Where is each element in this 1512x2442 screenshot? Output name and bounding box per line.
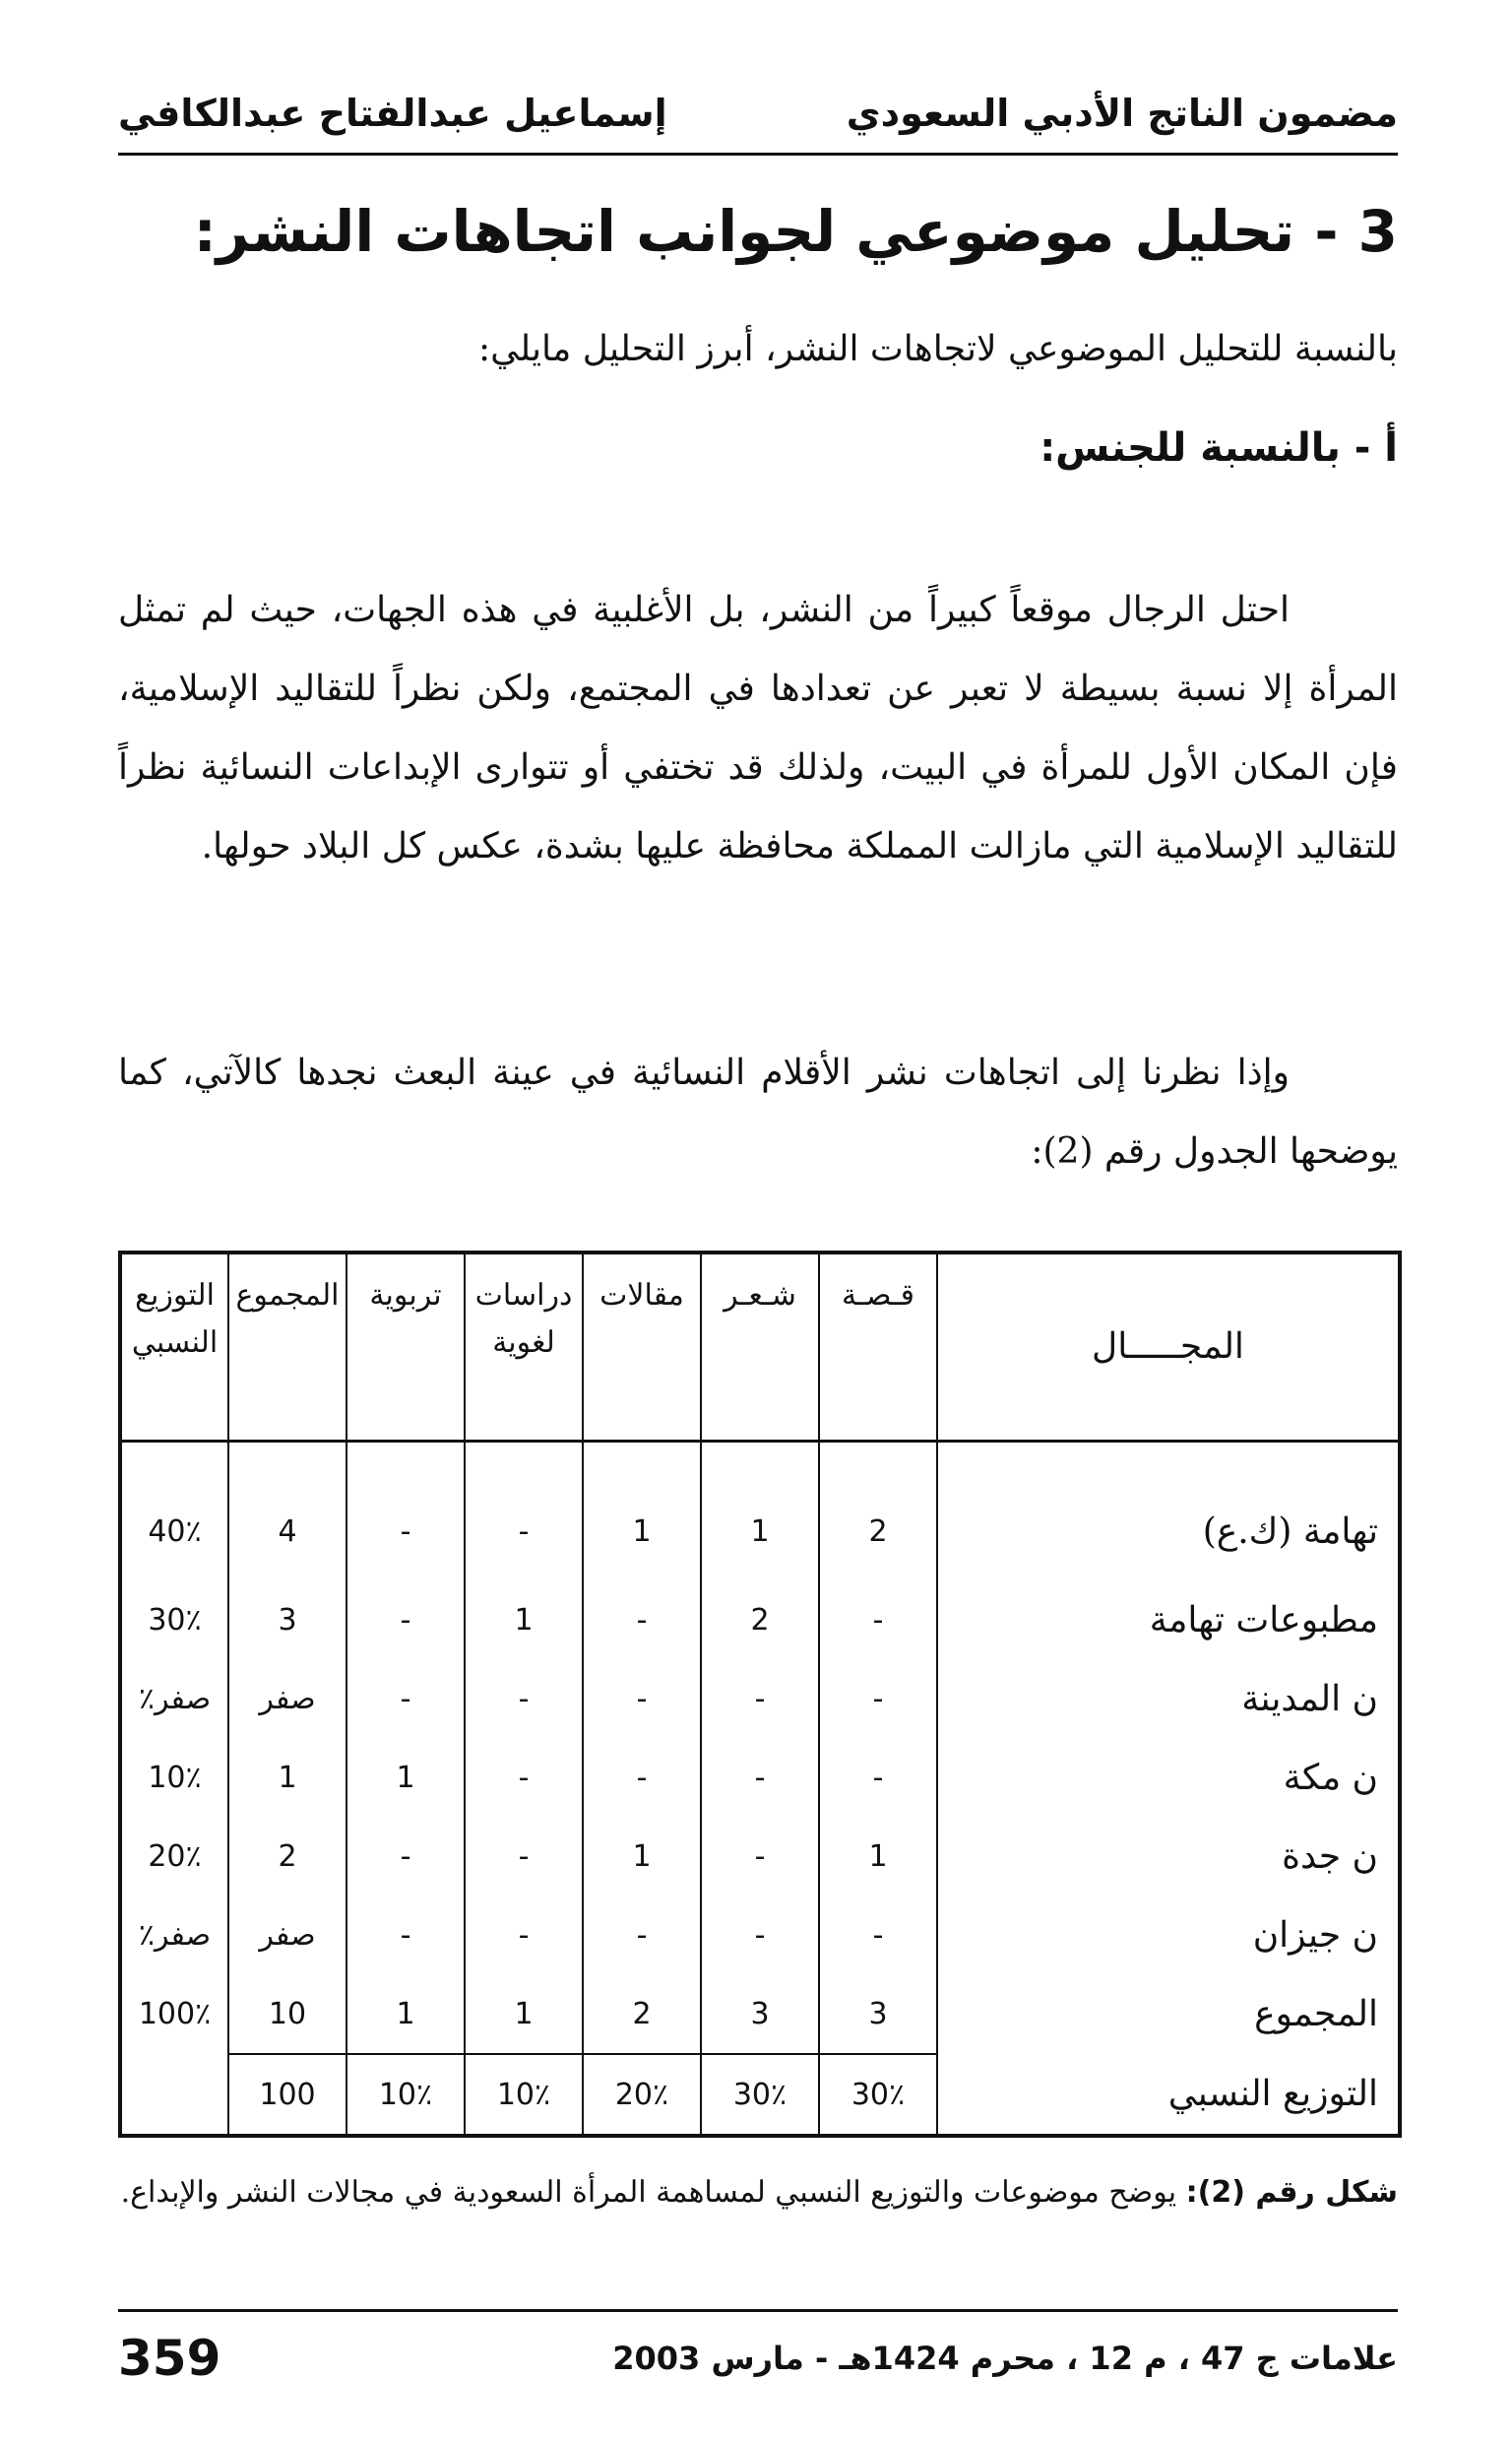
table-row (120, 1817, 1400, 1896)
cell-poetry: 30٪ (701, 2054, 819, 2136)
cell-total: 10 (228, 1974, 346, 2054)
running-header (118, 79, 1398, 148)
cell-total: صفر (228, 1659, 346, 1738)
cell-poetry: - (701, 1896, 819, 1974)
cell-educational: - (346, 1896, 465, 1974)
section-intro: بالنسبة للتحليل الموضوعي لاتجاهات النشر، أبرز التحليل مايلي: (477, 329, 1398, 369)
cell-story: - (819, 1580, 937, 1659)
sub-heading: أ - بالنسبة للجنس: (1040, 425, 1398, 471)
row-label: مطبوعات تهامة (937, 1580, 1400, 1659)
row-label: المجموع (937, 1974, 1400, 2054)
row-label: ن جدة (937, 1817, 1400, 1896)
row-label: التوزيع النسبي (937, 2054, 1400, 2136)
cell-total: 100 (228, 2054, 346, 2136)
table-row-total (120, 1974, 1400, 2054)
page (118, 59, 1398, 2403)
caption-label: شكل رقم (2): (1185, 2175, 1398, 2210)
cell-educational: 1 (346, 1738, 465, 1817)
cell-educational: 10٪ (346, 2054, 465, 2136)
column-header-linguistic: دراسات لغوية (465, 1253, 583, 1442)
cell-total: 2 (228, 1817, 346, 1896)
cell-distribution: 100٪ (120, 1974, 228, 2054)
cell-story: 2 (819, 1442, 937, 1581)
cell-distribution (120, 2054, 228, 2136)
cell-distribution: 20٪ (120, 1817, 228, 1896)
table-header-row (120, 1253, 1400, 1442)
cell-distribution: 30٪ (120, 1580, 228, 1659)
cell-articles: - (583, 1738, 701, 1817)
running-header-title: مضمون الناتج الأدبي السعودي (846, 92, 1398, 135)
cell-poetry: 1 (701, 1442, 819, 1581)
table-row (120, 1896, 1400, 1974)
caption-text: يوضح موضوعات والتوزيع النسبي لمساهمة المرأة السعودية في مجالات النشر والإبداع. (120, 2175, 1186, 2210)
footer-divider (118, 2309, 1398, 2312)
column-header-educational: تربوية (346, 1253, 465, 1442)
cell-poetry: - (701, 1659, 819, 1738)
cell-distribution: 10٪ (120, 1738, 228, 1817)
cell-poetry: 3 (701, 1974, 819, 2054)
table-row (120, 1738, 1400, 1817)
cell-distribution: صفر٪ (120, 1896, 228, 1974)
column-header-total: المجموع (228, 1253, 346, 1442)
page-footer (118, 2324, 1398, 2393)
cell-articles: 20٪ (583, 2054, 701, 2136)
cell-distribution: صفر٪ (120, 1659, 228, 1738)
cell-total: 3 (228, 1580, 346, 1659)
column-header-distribution: التوزيع النسبي (120, 1253, 228, 1442)
cell-linguistic: 10٪ (465, 2054, 583, 2136)
column-header-articles: مقالات (583, 1253, 701, 1442)
cell-linguistic: - (465, 1659, 583, 1738)
cell-educational: - (346, 1659, 465, 1738)
row-label: ن مكة (937, 1738, 1400, 1817)
column-header-story: قـصـة (819, 1253, 937, 1442)
table-row-distribution (120, 2054, 1400, 2136)
cell-story: 1 (819, 1817, 937, 1896)
cell-educational: - (346, 1580, 465, 1659)
cell-story: - (819, 1659, 937, 1738)
cell-linguistic: - (465, 1442, 583, 1581)
cell-articles: - (583, 1659, 701, 1738)
cell-articles: 2 (583, 1974, 701, 2054)
cell-total: 1 (228, 1738, 346, 1817)
cell-linguistic: - (465, 1896, 583, 1974)
running-header-author: إسماعيل عبدالفتاح عبدالكافي (118, 92, 667, 135)
table-row (120, 1580, 1400, 1659)
body-paragraph: وإذا نظرنا إلى اتجاهات نشر الأقلام النسائية في عينة البعث نجدها كالآتي، كما يوضحها الجدول رقم (2): (118, 1053, 1398, 1172)
page-number: 359 (118, 2330, 221, 2387)
cell-linguistic: 1 (465, 1580, 583, 1659)
row-label: ن المدينة (937, 1659, 1400, 1738)
row-label: ن جيزان (937, 1896, 1400, 1974)
header-divider (118, 153, 1398, 156)
column-header-poetry: شـعـر (701, 1253, 819, 1442)
body-paragraph: احتل الرجال موقعاً كبيراً من النشر، بل الأغلبية في هذه الجهات، حيث لم تمثل المرأة إلا نسبة بسيطة لا تعبر عن تعدادها في المجتمع، ولكن نظراً للتقاليد الإسلامية، فإن المكان الأول للمرأة في البيت، ولذلك قد تختفي أو تتوارى الإبداعات النسائية نظراً للتقاليد الإسلامية التي مازالت المملكة محافظة عليها بشدة، عكس كل البلاد حولها. (118, 590, 1398, 867)
cell-linguistic: 1 (465, 1974, 583, 2054)
cell-articles: - (583, 1580, 701, 1659)
distribution-table (118, 1251, 1402, 2138)
cell-distribution: 40٪ (120, 1442, 228, 1581)
cell-educational: - (346, 1817, 465, 1896)
table-row (120, 1442, 1400, 1581)
cell-story: 30٪ (819, 2054, 937, 2136)
cell-educational: 1 (346, 1974, 465, 2054)
cell-educational: - (346, 1442, 465, 1581)
cell-total: 4 (228, 1442, 346, 1581)
cell-articles: 1 (583, 1817, 701, 1896)
column-header-field: المجـــــال (937, 1253, 1400, 1442)
cell-poetry: - (701, 1738, 819, 1817)
cell-story: - (819, 1738, 937, 1817)
cell-linguistic: - (465, 1817, 583, 1896)
cell-poetry: 2 (701, 1580, 819, 1659)
cell-articles: - (583, 1896, 701, 1974)
cell-story: 3 (819, 1974, 937, 2054)
figure-caption (118, 2166, 1398, 2219)
table-row (120, 1659, 1400, 1738)
row-label: تهامة (ك.ع) (937, 1442, 1400, 1581)
cell-total: صفر (228, 1896, 346, 1974)
cell-linguistic: - (465, 1738, 583, 1817)
section-heading: 3 - تحليل موضوعي لجوانب اتجاهات النشر: (193, 198, 1398, 265)
cell-articles: 1 (583, 1442, 701, 1581)
cell-story: - (819, 1896, 937, 1974)
journal-citation: علامات ج 47 ، م 12 ، محرم 1424هـ - مارس 2003 (612, 2340, 1398, 2377)
cell-poetry: - (701, 1817, 819, 1896)
